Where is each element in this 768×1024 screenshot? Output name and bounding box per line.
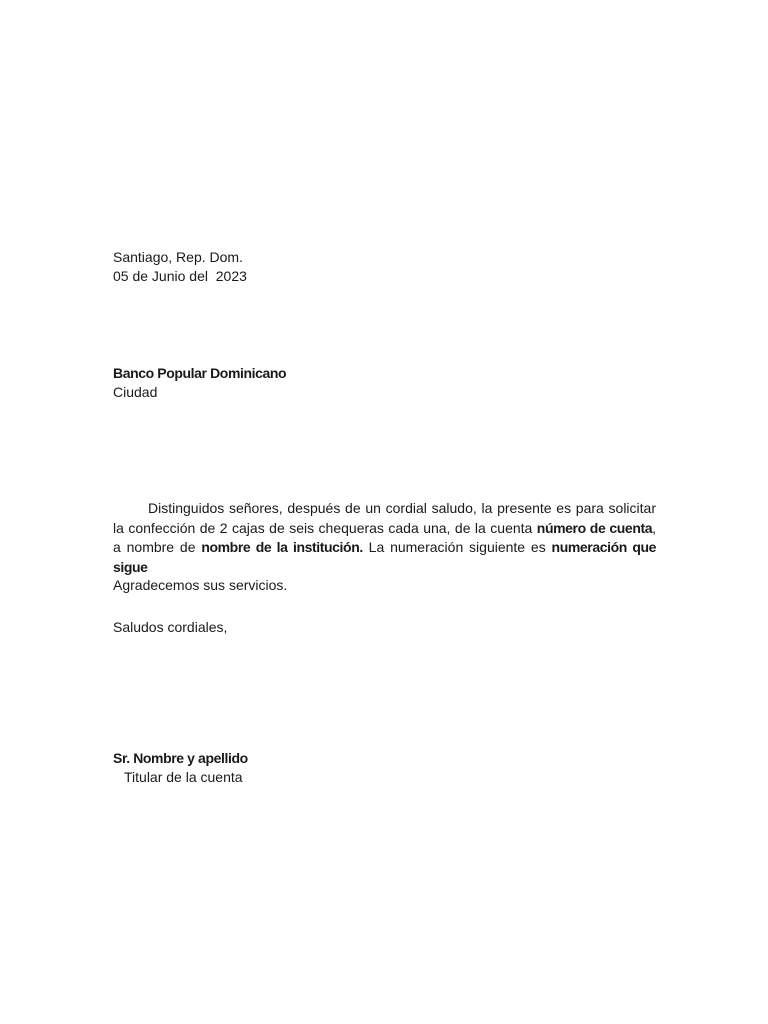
closing-line [113,618,227,637]
signer-title: Titular de la cuenta [124,769,243,785]
recipient-city: Ciudad [113,384,158,400]
place-date-block [113,248,247,286]
account-number-placeholder: número de cuenta [536,519,653,536]
recipient-name: Banco Popular Dominicano [113,365,287,381]
letter-place: Santiago, Rep. Dom. [113,249,243,265]
next-numbering-placeholder: numeración que sigue [113,539,657,575]
recipient-block [113,364,286,402]
letter-body-paragraph [113,499,656,577]
body-text-2: , a nombre de [113,519,657,555]
thanks-line [113,576,287,595]
letter-date: 05 de Junio del 2023 [113,268,247,284]
signer-name: Sr. Nombre y apellido [113,750,248,766]
thanks-text: Agradecemos sus servicios. [113,577,288,593]
closing-text: Saludos cordiales, [113,619,228,635]
signature-block [113,749,248,787]
institution-name-placeholder: nombre de la institución. [201,539,363,555]
body-text-3: La numeración siguiente es [362,539,552,555]
body-text-1: Distinguidos señores, después de un cordial saludo, la presente es para solicitar la confección de 2 cajas de seis chequeras cada una, de la cuenta [113,500,656,536]
